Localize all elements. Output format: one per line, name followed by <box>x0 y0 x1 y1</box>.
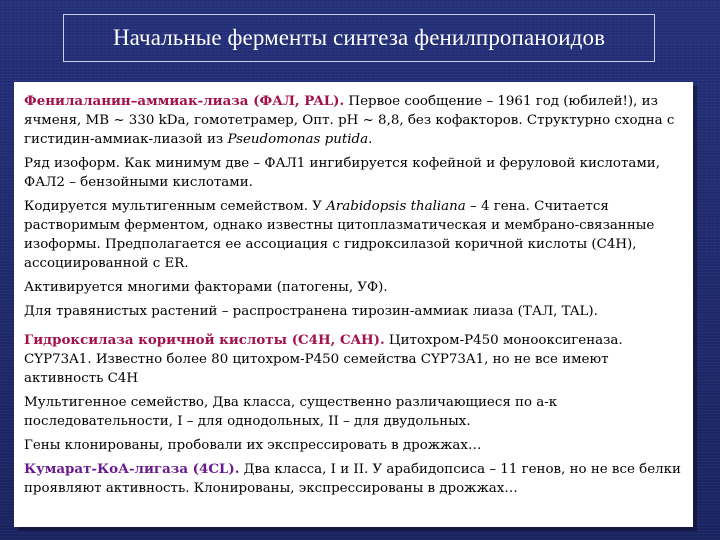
paragraph-activation: Активируется многими факторами (патогены, УФ). <box>24 280 388 295</box>
paragraph-cloned: Гены клонированы, пробовали их экспрессировать в дрожжах… <box>24 438 482 453</box>
multigene-text-a: Кодируется мультигенным семейством. У <box>24 199 327 214</box>
paragraph-pal <box>24 92 683 149</box>
slide-title-box <box>63 14 655 62</box>
paragraph-c4h <box>24 331 683 388</box>
paragraph-4cl <box>24 460 683 498</box>
multigene-text-b: – 4 гена. Считается растворимым ферментом, однако известны цитоплазматическая и мембрано-связанные изоформы. Предполагается ее ассоциация с гидроксилазой коричной кислоты (С4Н), ассоциированной с ER. <box>24 199 655 271</box>
multigene-organism: Arabidopsis thaliana <box>326 199 466 214</box>
cl4-text: Два класса, I и II. У арабидопсиса – 11 генов, но не все белки проявляют активность. Клонированы, экспрессированы в дрожжах… <box>24 462 681 496</box>
content-panel <box>14 82 693 527</box>
paragraph-isoforms: Ряд изоформ. Как минимум две – ФАЛ1 ингибируется кофейной и феруловой кислотами, ФАЛ2 – бензойными кислотами. <box>24 156 660 190</box>
paragraph-multigene <box>24 197 683 273</box>
heading-pal: Фенилаланин–аммиак-лиаза (ФАЛ, PAL). <box>24 93 345 109</box>
c4h-text: Цитохром-Р450 монооксигеназа. CYP73A1. Известно более 80 цитохром-Р450 семейства CYP73A1, но не все имеют активность С4Н <box>24 333 623 386</box>
paragraph-classes: Мультигенное семейство, Два класса, существенно различающиеся по а-к последовательности, I – для однодольных, II – для двудольных. <box>24 395 558 429</box>
pal-text-b: . <box>368 132 373 147</box>
pal-text-a: Первое сообщение – 1961 год (юбилей!), из ячменя, MB ~ 330 kDa, гомотетрамер, Опт. pH ~ 8,8, без кофакторов. Структурно сходна с гистидин-аммиак-лиазой из <box>24 94 675 147</box>
slide-title: Начальные ферменты синтеза фенилпропаноидов <box>112 25 606 50</box>
heading-c4h: Гидроксилаза коричной кислоты (С4Н, CAH). <box>24 332 385 348</box>
pal-organism: Pseudomonas putida <box>227 132 369 147</box>
heading-4cl: Кумарат-КоА-лигаза (4CL). <box>24 461 240 477</box>
paragraph-grasses: Для травянистых растений – распространена тирозин-аммиак лиаза (ТАЛ, TAL). <box>24 304 598 319</box>
